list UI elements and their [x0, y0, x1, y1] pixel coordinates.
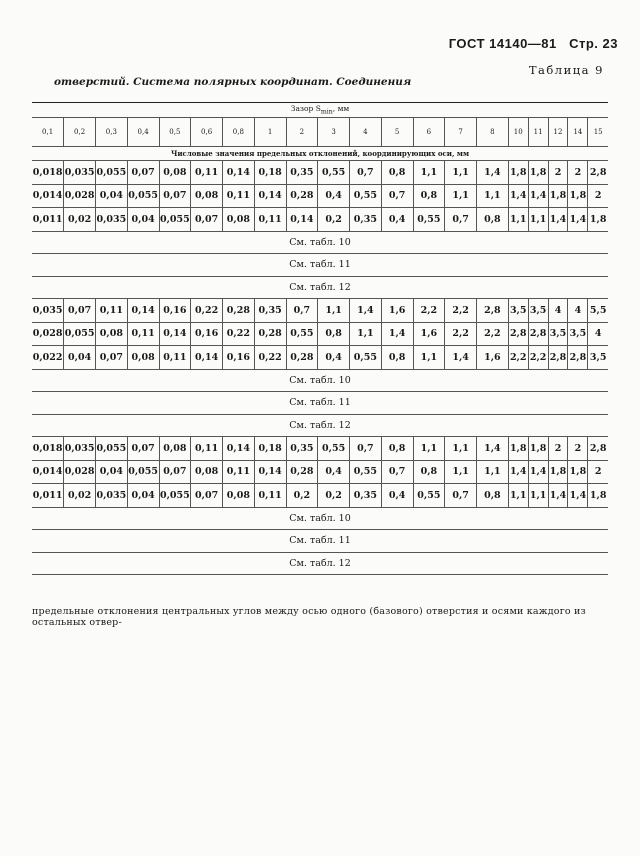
table-cell: 2 — [568, 437, 588, 461]
table-cell: 2,8 — [477, 299, 509, 323]
table-cell: 0,018 — [32, 161, 64, 185]
table-cell: 3,5 — [508, 299, 528, 323]
page-number: Стр. 23 — [569, 36, 618, 51]
table-cell: 1,4 — [508, 184, 528, 208]
table-cell: 2,8 — [508, 322, 528, 346]
table-cell: 0,55 — [413, 484, 445, 508]
table-cell: 0,07 — [159, 184, 191, 208]
column-header: 3 — [318, 118, 350, 147]
table-cell: 2,2 — [413, 299, 445, 323]
table-cell: 1,1 — [413, 161, 445, 185]
table-cell: 0,07 — [191, 208, 223, 232]
table-cell: 0,035 — [64, 437, 96, 461]
table-cell: 0,055 — [96, 437, 128, 461]
table-cell: 2 — [588, 184, 608, 208]
table-cell: 0,2 — [286, 484, 318, 508]
table-cell: 0,07 — [96, 346, 128, 370]
table-cell: 0,8 — [477, 208, 509, 232]
column-header: 14 — [568, 118, 588, 147]
table-cell: 0,07 — [127, 161, 159, 185]
table-cell: 1,8 — [528, 161, 548, 185]
column-header: 15 — [588, 118, 608, 147]
column-header: 5 — [381, 118, 413, 147]
table-cell: 0,14 — [159, 322, 191, 346]
table-cell: 3,5 — [528, 299, 548, 323]
table-cell: 2,8 — [528, 322, 548, 346]
reference-row — [32, 507, 608, 530]
table-cell: 1,8 — [588, 484, 608, 508]
table-cell: 1,4 — [477, 161, 509, 185]
table-cell: 0,4 — [318, 460, 350, 484]
table-cell: 0,55 — [286, 322, 318, 346]
table-cell: 0,028 — [64, 460, 96, 484]
reference-row — [32, 414, 608, 437]
table-cell: 2 — [588, 460, 608, 484]
table-cell: 1,1 — [318, 299, 350, 323]
table-cell: 0,35 — [286, 437, 318, 461]
table-cell: 1,6 — [381, 299, 413, 323]
reference-cell: См. табл. 12 — [32, 414, 608, 437]
table-cell: 0,014 — [32, 460, 64, 484]
table-cell: 2,8 — [568, 346, 588, 370]
table-cell: 1,1 — [445, 184, 477, 208]
table-cell: 0,08 — [159, 161, 191, 185]
table-row — [32, 484, 608, 508]
table-cell: 1,1 — [445, 161, 477, 185]
table-cell: 0,011 — [32, 484, 64, 508]
table-cell: 1,8 — [508, 437, 528, 461]
table-cell: 1,4 — [528, 184, 548, 208]
table-cell: 2,2 — [528, 346, 548, 370]
table-cell: 0,11 — [223, 184, 255, 208]
table-cell: 1,8 — [568, 460, 588, 484]
gap-label: Зазор S — [290, 104, 321, 114]
table-cell: 0,04 — [127, 484, 159, 508]
table-cell: 1,4 — [568, 484, 588, 508]
table-row — [32, 322, 608, 346]
table-cell: 0,28 — [286, 184, 318, 208]
table-cell: 0,55 — [350, 184, 382, 208]
gap-header-cell — [32, 103, 608, 118]
reference-row — [32, 530, 608, 553]
table-cell: 0,8 — [413, 184, 445, 208]
table-cell: 0,04 — [96, 184, 128, 208]
table-cell: 1,1 — [528, 208, 548, 232]
table-cell: 0,8 — [381, 161, 413, 185]
table-cell: 4 — [548, 299, 568, 323]
table-cell: 0,7 — [445, 208, 477, 232]
table-row — [32, 161, 608, 185]
table-row — [32, 299, 608, 323]
column-header: 1 — [254, 118, 286, 147]
subheader-cell: Числовые значения предельных отклонений, координирующих оси, мм — [32, 147, 608, 161]
table-cell: 0,18 — [254, 437, 286, 461]
column-header: 0,3 — [96, 118, 128, 147]
reference-cell: См. табл. 12 — [32, 552, 608, 575]
table-cell: 0,14 — [191, 346, 223, 370]
table-cell: 2,8 — [548, 346, 568, 370]
column-header: 0,1 — [32, 118, 64, 147]
table-cell: 0,08 — [159, 437, 191, 461]
column-header: 4 — [350, 118, 382, 147]
table-cell: 0,22 — [223, 322, 255, 346]
table-cell: 0,4 — [381, 208, 413, 232]
table-cell: 3,5 — [568, 322, 588, 346]
table-cell: 0,14 — [127, 299, 159, 323]
header-gap-row — [32, 103, 608, 118]
table-cell: 0,035 — [64, 161, 96, 185]
table-cell: 0,11 — [127, 322, 159, 346]
table-cell: 1,1 — [528, 484, 548, 508]
table-cell: 1,4 — [477, 437, 509, 461]
table-cell: 0,8 — [381, 437, 413, 461]
column-header: 8 — [477, 118, 509, 147]
table-cell: 0,11 — [223, 460, 255, 484]
table-cell: 1,1 — [350, 322, 382, 346]
table-cell: 2,8 — [588, 161, 608, 185]
table-cell: 0,55 — [350, 460, 382, 484]
table-cell: 2 — [548, 437, 568, 461]
table-cell: 3,5 — [548, 322, 568, 346]
table-cell: 0,8 — [381, 346, 413, 370]
table-row — [32, 460, 608, 484]
table-caption: Таблица 9 — [528, 63, 604, 77]
reference-cell: См. табл. 11 — [32, 254, 608, 277]
table-cell: 2,2 — [477, 322, 509, 346]
table-cell: 0,11 — [159, 346, 191, 370]
table-cell: 0,07 — [64, 299, 96, 323]
table-cell: 0,7 — [381, 460, 413, 484]
table-cell: 0,4 — [318, 346, 350, 370]
page-header — [449, 36, 618, 51]
table-cell: 0,11 — [254, 484, 286, 508]
table-cell: 0,014 — [32, 184, 64, 208]
table-cell: 0,07 — [127, 437, 159, 461]
table-cell: 0,8 — [318, 322, 350, 346]
table-cell: 1,1 — [508, 208, 528, 232]
table-cell: 1,4 — [568, 208, 588, 232]
reference-cell: См. табл. 12 — [32, 276, 608, 299]
table-cell: 1,8 — [588, 208, 608, 232]
column-header: 0,6 — [191, 118, 223, 147]
table-cell: 0,14 — [254, 184, 286, 208]
gap-unit: , мм — [332, 104, 350, 114]
table-cell: 0,08 — [127, 346, 159, 370]
table-cell: 1,8 — [548, 184, 568, 208]
table-cell: 0,4 — [318, 184, 350, 208]
table-cell: 4 — [568, 299, 588, 323]
table-cell: 1,4 — [350, 299, 382, 323]
table-cell: 0,022 — [32, 346, 64, 370]
table-cell: 1,4 — [548, 208, 568, 232]
table-cell: 0,055 — [64, 322, 96, 346]
table-cell: 0,7 — [445, 484, 477, 508]
table-cell: 0,28 — [223, 299, 255, 323]
table-cell: 1,4 — [548, 484, 568, 508]
table-cell: 0,55 — [350, 346, 382, 370]
table-cell: 0,35 — [350, 208, 382, 232]
table-cell: 0,22 — [254, 346, 286, 370]
table-cell: 0,28 — [286, 460, 318, 484]
table-cell: 0,7 — [350, 161, 382, 185]
table-cell: 0,04 — [64, 346, 96, 370]
table-cell: 1,4 — [508, 460, 528, 484]
table-row — [32, 437, 608, 461]
table-cell: 1,4 — [381, 322, 413, 346]
table-cell: 0,16 — [223, 346, 255, 370]
table-cell: 1,4 — [445, 346, 477, 370]
table-cell: 2,2 — [508, 346, 528, 370]
table-cell: 0,16 — [159, 299, 191, 323]
table-cell: 0,4 — [381, 484, 413, 508]
table-cell: 1,1 — [508, 484, 528, 508]
table-cell: 0,28 — [254, 322, 286, 346]
table-row — [32, 346, 608, 370]
table-cell: 0,08 — [191, 184, 223, 208]
table-cell: 0,055 — [159, 208, 191, 232]
column-header: 10 — [508, 118, 528, 147]
table-cell: 0,28 — [286, 346, 318, 370]
table-cell: 0,11 — [254, 208, 286, 232]
table-cell: 1,1 — [445, 460, 477, 484]
table-cell: 0,04 — [127, 208, 159, 232]
table-cell: 0,08 — [96, 322, 128, 346]
table-cell: 0,018 — [32, 437, 64, 461]
table-cell: 0,35 — [350, 484, 382, 508]
table-cell: 0,07 — [159, 460, 191, 484]
table-cell: 0,028 — [32, 322, 64, 346]
table-cell: 1,6 — [477, 346, 509, 370]
table-cell: 0,8 — [477, 484, 509, 508]
table-cell: 1,1 — [445, 437, 477, 461]
column-header: 12 — [548, 118, 568, 147]
gap-subscript: min — [320, 108, 333, 116]
table-cell: 0,035 — [32, 299, 64, 323]
column-header: 0,2 — [64, 118, 96, 147]
table-cell: 0,14 — [223, 437, 255, 461]
table-cell: 1,1 — [413, 346, 445, 370]
table-row — [32, 208, 608, 232]
table-cell: 0,16 — [191, 322, 223, 346]
table-cell: 0,055 — [127, 184, 159, 208]
section-heading: отверстий. Система полярных координат. Соединения — [54, 76, 412, 88]
column-header: 0,5 — [159, 118, 191, 147]
tolerance-table — [32, 102, 608, 575]
table-cell: 0,55 — [413, 208, 445, 232]
table-cell: 0,11 — [191, 437, 223, 461]
table-cell: 0,14 — [254, 460, 286, 484]
reference-row — [32, 392, 608, 415]
footer-text: предельные отклонения центральных углов между осью одного (базового) отверстия и осями каждого из остальных отвер- — [32, 606, 586, 628]
table-cell: 0,07 — [191, 484, 223, 508]
table-cell: 2,2 — [445, 299, 477, 323]
table-cell: 0,55 — [318, 161, 350, 185]
table-cell: 1,8 — [528, 437, 548, 461]
table-cell: 0,08 — [223, 208, 255, 232]
table-cell: 0,035 — [96, 208, 128, 232]
table-cell: 2 — [568, 161, 588, 185]
reference-cell: См. табл. 10 — [32, 231, 608, 254]
reference-row — [32, 276, 608, 299]
tolerance-table-container — [32, 102, 608, 575]
table-cell: 1,4 — [528, 460, 548, 484]
table-cell: 0,7 — [286, 299, 318, 323]
column-header: 2 — [286, 118, 318, 147]
table-cell: 4 — [588, 322, 608, 346]
table-cell: 1,1 — [477, 460, 509, 484]
table-cell: 1,8 — [508, 161, 528, 185]
standard-number: ГОСТ 14140—81 — [448, 36, 557, 51]
table-cell: 0,7 — [381, 184, 413, 208]
column-header: 6 — [413, 118, 445, 147]
column-header: 0,4 — [127, 118, 159, 147]
table-cell: 0,02 — [64, 484, 96, 508]
reference-cell: См. табл. 10 — [32, 369, 608, 392]
table-cell: 0,028 — [64, 184, 96, 208]
table-cell: 0,55 — [318, 437, 350, 461]
table-cell: 1,8 — [568, 184, 588, 208]
column-header: 0,8 — [223, 118, 255, 147]
table-cell: 2 — [548, 161, 568, 185]
table-row — [32, 184, 608, 208]
reference-cell: См. табл. 10 — [32, 507, 608, 530]
table-cell: 5,5 — [588, 299, 608, 323]
table-cell: 1,1 — [413, 437, 445, 461]
table-cell: 1,6 — [413, 322, 445, 346]
table-cell: 0,22 — [191, 299, 223, 323]
table-cell: 0,055 — [159, 484, 191, 508]
table-cell: 0,08 — [191, 460, 223, 484]
table-cell: 0,8 — [413, 460, 445, 484]
reference-row — [32, 552, 608, 575]
column-header: 7 — [445, 118, 477, 147]
header-subheader-row — [32, 147, 608, 161]
table-cell: 0,02 — [64, 208, 96, 232]
reference-row — [32, 369, 608, 392]
table-cell: 0,14 — [223, 161, 255, 185]
table-cell: 3,5 — [588, 346, 608, 370]
table-cell: 0,35 — [286, 161, 318, 185]
reference-cell: См. табл. 11 — [32, 530, 608, 553]
table-cell: 0,35 — [254, 299, 286, 323]
reference-row — [32, 231, 608, 254]
table-cell: 0,2 — [318, 208, 350, 232]
table-cell: 0,2 — [318, 484, 350, 508]
table-cell: 2,8 — [588, 437, 608, 461]
table-cell: 0,11 — [191, 161, 223, 185]
table-cell: 0,055 — [96, 161, 128, 185]
column-header: 11 — [528, 118, 548, 147]
table-cell: 0,7 — [350, 437, 382, 461]
table-cell: 0,011 — [32, 208, 64, 232]
reference-cell: См. табл. 11 — [32, 392, 608, 415]
table-cell: 0,08 — [223, 484, 255, 508]
header-columns-row — [32, 118, 608, 147]
table-cell: 0,035 — [96, 484, 128, 508]
table-cell: 0,055 — [127, 460, 159, 484]
table-cell: 2,2 — [445, 322, 477, 346]
table-cell: 0,11 — [96, 299, 128, 323]
table-cell: 1,1 — [477, 184, 509, 208]
reference-row — [32, 254, 608, 277]
table-cell: 0,04 — [96, 460, 128, 484]
table-cell: 1,8 — [548, 460, 568, 484]
table-cell: 0,14 — [286, 208, 318, 232]
table-cell: 0,18 — [254, 161, 286, 185]
